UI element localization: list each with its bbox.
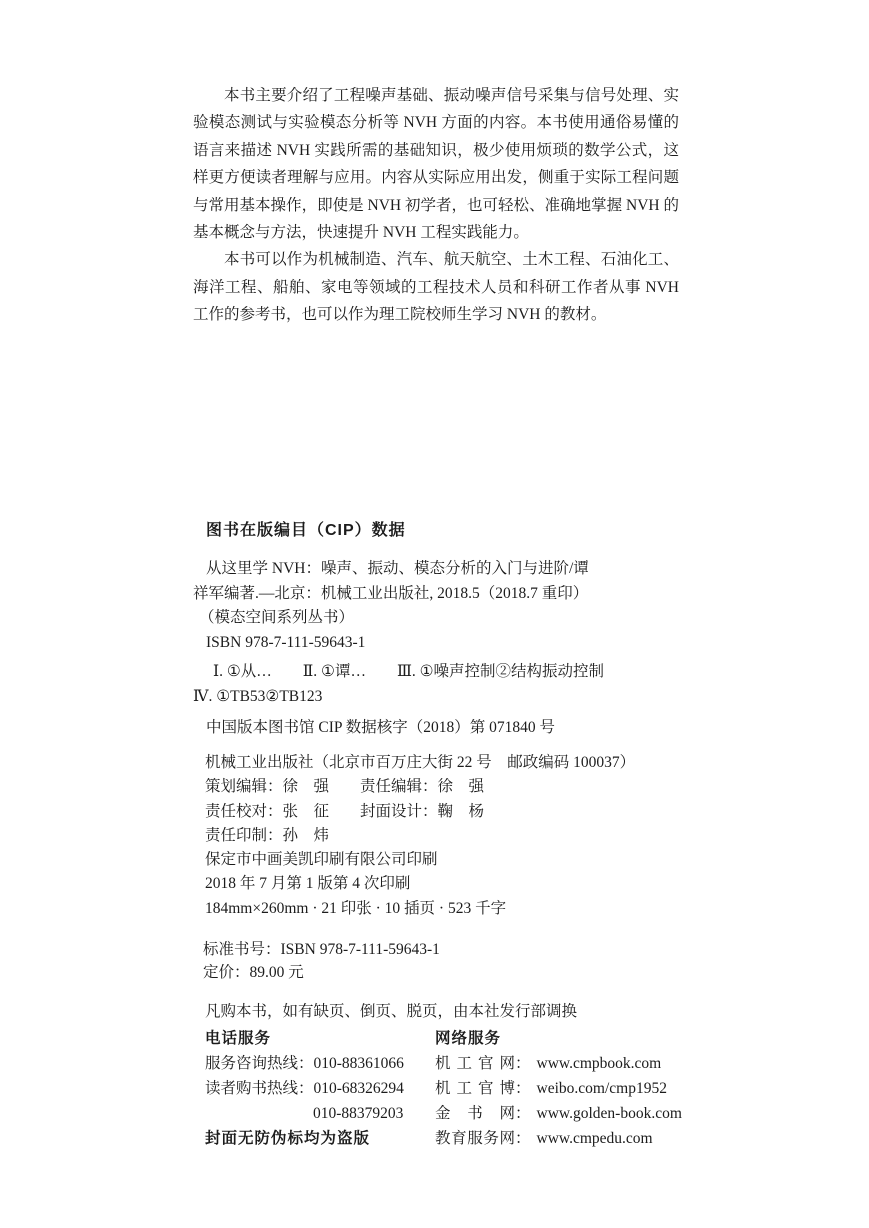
intro-paragraph-1: 本书主要介绍了工程噪声基础、振动噪声信号采集与信号处理、实验模态测试与实验模态分析等 NVH 方面的内容。本书使用通俗易懂的语言来描述 NVH 实践所需的基础知识，极少使用烦琐的数学公式，这样更方便读者理解与应用。内容从实际应用出发，侧重于实际工程问题与常用基本操作，即使是 NVH 初学者，也可轻松、准确地掌握 NVH 的基本概念与方法，快速提升 NVH 工程实践能力。 (193, 87, 679, 242)
phone-services-heading: 电话服务 (205, 1030, 272, 1047)
phone-row-extra (205, 1101, 435, 1126)
colophon-section (205, 751, 635, 921)
cip-title-line-2: 祥军编著.—北京：机械工业出版社, 2018.5（2018.7 重印） (193, 584, 589, 602)
price-line: 定价：89.00 元 (203, 964, 304, 981)
network-colon: ： (515, 1080, 531, 1097)
phone-label: 读者购书热线： (205, 1080, 314, 1097)
network-colon: ： (515, 1130, 531, 1147)
phone-label: 服务咨询热线： (205, 1055, 314, 1072)
network-colon: ： (515, 1105, 531, 1122)
phone-row-purchase (205, 1076, 435, 1101)
phone-row-consult (205, 1051, 435, 1076)
book-number-section (203, 938, 440, 984)
standard-isbn-line: 标准书号：ISBN 978-7-111-59643-1 (203, 941, 440, 958)
book-intro (193, 82, 679, 329)
editors-line: 策划编辑：徐 强 责任编辑：徐 强 (205, 778, 485, 796)
format-line: 184mm×260mm · 21 印张 · 10 插页 · 523 千字 (205, 899, 507, 917)
cip-class-line-1: Ⅰ. ①从… Ⅱ. ①谭… Ⅲ. ①噪声控制②结构振动控制 (213, 663, 605, 680)
intro-paragraph-2: 本书可以作为机械制造、汽车、航天航空、土木工程、石油化工、海洋工程、船舶、家电等领域的工程技术人员和科研工作者从事 NVH 工作的参考书，也可以作为理工院校师生学习 NVH 的教材。 (193, 251, 679, 324)
network-services-heading: 网络服务 (435, 1030, 502, 1047)
services-section (205, 999, 825, 1151)
cip-title-line-1: 从这里学 NVH：噪声、振动、模态分析的入门与进阶/谭 (206, 560, 589, 577)
cip-class-line-2: Ⅳ. ①TB53②TB123 (193, 687, 323, 705)
network-url: www.cmpbook.com (536, 1055, 662, 1072)
network-url: www.cmpedu.com (536, 1130, 653, 1147)
cip-isbn-line: ISBN 978-7-111-59643-1 (206, 633, 366, 651)
network-colon: ： (515, 1055, 531, 1072)
network-row-weibo (435, 1076, 825, 1101)
phone-number: 010-88361066 (313, 1055, 404, 1072)
proofread-design-line: 责任校对：张 征 封面设计：鞠 杨 (205, 802, 485, 820)
network-label: 机工官网 (435, 1055, 515, 1072)
network-services-column (435, 1026, 825, 1151)
phone-number: 010-68326294 (313, 1080, 404, 1097)
network-row-goldenbook (435, 1101, 825, 1126)
phone-services-column (205, 1026, 435, 1151)
print-supervisor-line: 责任印制：孙 炜 (205, 826, 330, 844)
printer-line: 保定市中画美凯印刷有限公司印刷 (205, 851, 438, 869)
replacement-notice: 凡购本书，如有缺页、倒页、脱页，由本社发行部调换 (205, 1003, 578, 1020)
anti-piracy-note: 封面无防伪标均为盗版 (205, 1130, 371, 1147)
services-columns (205, 1026, 825, 1151)
edition-line: 2018 年 7 月第 1 版第 4 次印刷 (205, 875, 411, 893)
network-url: weibo.com/cmp1952 (536, 1080, 667, 1097)
network-row-cmpedu (435, 1126, 825, 1151)
network-label: 教育服务网 (435, 1130, 515, 1147)
cip-series-line: （模态空间系列丛书） (199, 609, 355, 626)
cip-section (193, 520, 703, 741)
phone-number: 010-88379203 (313, 1105, 404, 1122)
network-row-cmpbook (435, 1051, 825, 1076)
network-url: www.golden-book.com (536, 1105, 682, 1122)
cip-heading: 图书在版编目（CIP）数据 (206, 522, 406, 539)
network-label: 金书网 (435, 1105, 515, 1122)
cip-record-line: 中国版本图书馆 CIP 数据核字（2018）第 071840 号 (206, 719, 556, 736)
publisher-line: 机械工业出版社（北京市百万庄大街 22 号 邮政编码 100037） (205, 754, 636, 771)
network-label: 机工官博 (435, 1080, 515, 1097)
